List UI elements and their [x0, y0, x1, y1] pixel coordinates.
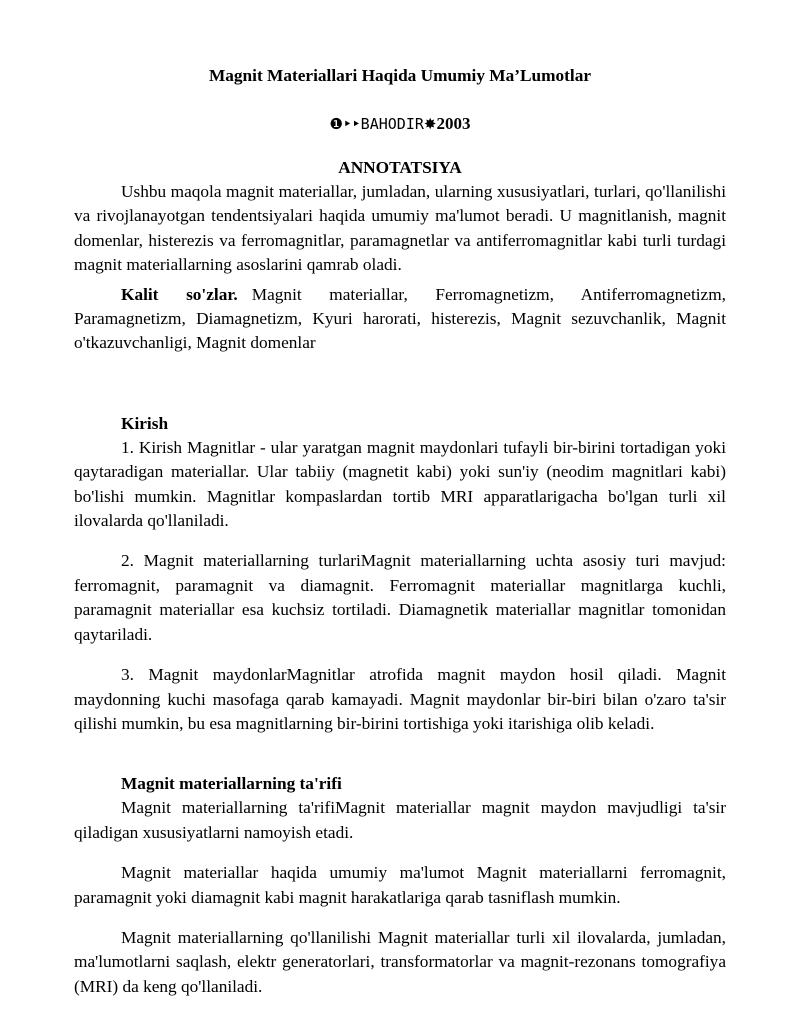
keywords-text: Magnit materiallar, Ferromagnetizm, Antiferromagnetizm, Paramagnetizm, Diamagnetizm, Kyuri harorati, histerezis, Magnit sezuvchanlik, Magnit o'tkazuvchanligi, Magnit domenlar [74, 284, 726, 353]
intro-paragraph-2: 2. Magnit materiallarning turlariMagnit materiallarning uchta asosiy turi mavjud: ferromagnit, paramagnit va diamagnit. Ferromagnit materiallar magnitlarga kuchli, paramagnit materiallar esa kuchsiz tortiladi. Diamagnetik materiallar magnitlar tomonidan qaytariladi. [74, 551, 726, 644]
author-line [74, 112, 726, 136]
intro-paragraph-1: 1. Kirish Magnitlar - ular yaratgan magnit maydonlari tufayli bir-birini tortadigan yoki qaytaradigan materiallar. Ular tabiiy (magnetit kabi) yoki sun'iy (neodim magnitlari kabi) bo'lishi mumkin. Magnitlar kompaslardan tortib MRI apparatlarigacha bo'lgan turli xil ilovalarda qo'llaniladi. [74, 437, 726, 531]
author-symbols: ❶‣‣ [329, 115, 361, 133]
keywords-label: Kalit so'zlar. [121, 284, 238, 304]
star-icon: ✸ [423, 115, 437, 133]
intro-heading: Kirish [121, 413, 169, 433]
keywords-paragraph [74, 283, 726, 356]
document-title: Magnit Materiallari Haqida Umumiy Ma’Lumotlar [208, 66, 592, 85]
author-year: 2003 [436, 114, 471, 133]
definition-paragraph-2: Magnit materiallar haqida umumiy ma'lumot Magnit materiallarni ferromagnit, paramagnit yoki diamagnit kabi magnit harakatlariga qarab tasniflash mumkin. [74, 863, 726, 907]
intro-paragraph-3: 3. Magnit maydonlarMagnitlar atrofida magnit maydon hosil qiladi. Magnit maydonning kuchi masofaga qarab kamayadi. Magnit maydonlar bir-biri bilan o'zaro ta'sir qilishi mumkin, bu esa magnitlarning bir-birini tortishiga yoki itarishiga olib keladi. [74, 665, 726, 733]
author-name: BAHODIR [360, 115, 424, 133]
definition-paragraph-1: Magnit materiallarning ta'rifiMagnit materiallar magnit maydon mavjudligi ta'sir qiladigan xususiyatlarni namoyish etadi. [74, 798, 726, 842]
annotation-paragraph: Ushbu maqola magnit materiallar, jumladan, ularning xususiyatlari, turlari, qo'llanilishi va rivojlanayotgan tendentsiyalari haqida umumiy ma'lumot beradi. U magnitlanish, magnit domenlar, histerezis va ferromagnitlar, paramagnetlar va antiferromagnitlar kabi turli turdagi magnit materiallarning asoslarini qamrab oladi. [74, 182, 726, 275]
definition-heading: Magnit materiallarning ta'rifi [121, 774, 342, 794]
document-page [74, 64, 726, 999]
annotation-heading: ANNOTATSIYA [338, 158, 462, 177]
definition-paragraph-3: Magnit materiallarning qo'llanilishi Magnit materiallar turli xil ilovalarda, jumladan, ma'lumotlarni saqlash, elektr generatorlari, transformatorlar va magnit-rezonans tomografiya (MRI) da keng qo'llaniladi. [74, 927, 726, 996]
